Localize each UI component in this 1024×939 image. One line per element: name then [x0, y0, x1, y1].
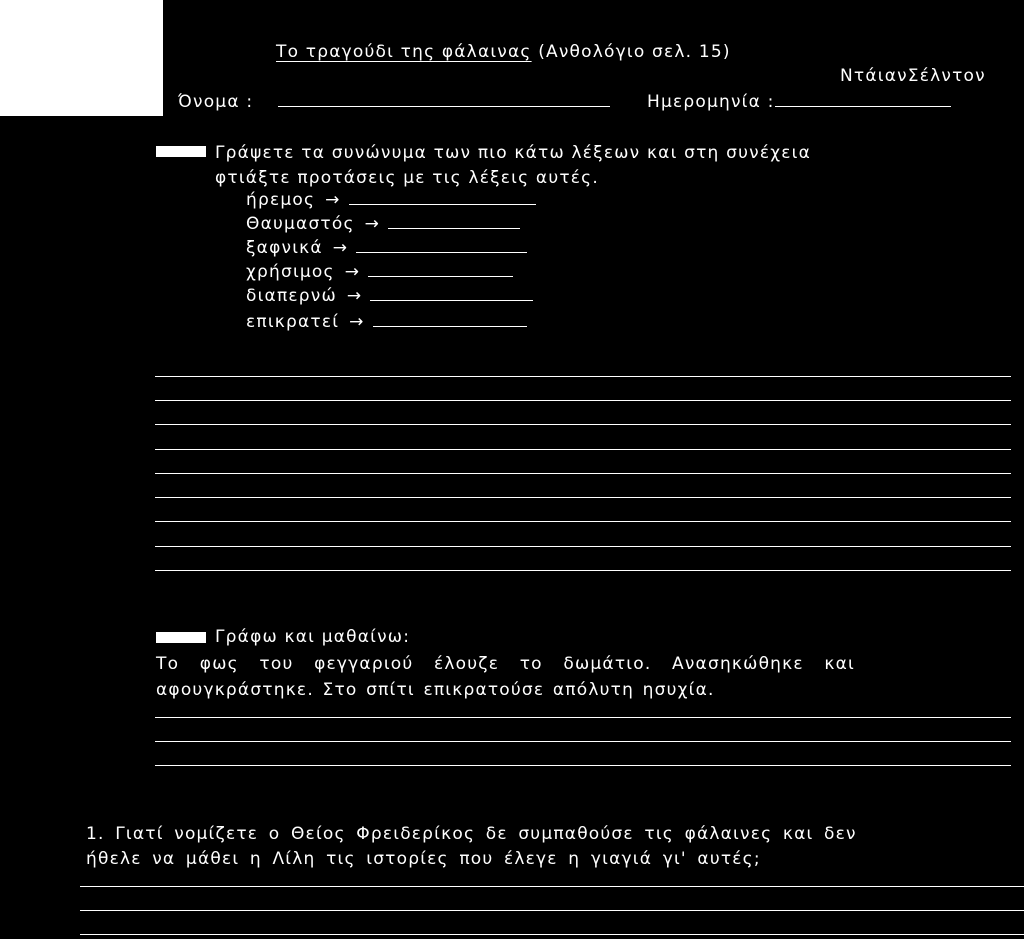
- white-corner-block: [0, 0, 163, 116]
- word-row-3: [246, 238, 527, 258]
- word-label: χρήσιμος: [246, 262, 335, 282]
- writing-line[interactable]: [155, 497, 1011, 498]
- writing-line[interactable]: [155, 570, 1011, 571]
- answer-line[interactable]: [356, 251, 527, 253]
- writing-line[interactable]: [155, 741, 1011, 742]
- name-field[interactable]: [178, 92, 610, 112]
- answer-line[interactable]: [370, 299, 533, 301]
- name-blank-line[interactable]: [278, 105, 610, 107]
- word-label: επικρατεί: [246, 312, 340, 332]
- answer-line[interactable]: [368, 275, 513, 277]
- word-label: ήρεμος: [246, 190, 316, 210]
- date-field[interactable]: [647, 92, 951, 112]
- task1-line1: Γράψετε τα συνώνυμα των πιο κάτω λέξεων και στη συνέχεια: [215, 143, 811, 163]
- writing-line[interactable]: [155, 424, 1011, 425]
- title-underlined: Το τραγούδι της φάλαινας: [276, 42, 532, 62]
- word-row-2: [246, 214, 520, 234]
- worksheet-title: [276, 42, 731, 62]
- word-row-6: [246, 312, 527, 332]
- name-label: Όνομα :: [178, 92, 254, 112]
- writing-line[interactable]: [155, 717, 1011, 718]
- arrow-icon: →: [349, 312, 365, 332]
- writing-line[interactable]: [155, 400, 1011, 401]
- writing-line[interactable]: [80, 934, 1024, 935]
- writing-line[interactable]: [80, 910, 1024, 911]
- writing-line[interactable]: [155, 376, 1011, 377]
- task1-instructions: [215, 141, 811, 191]
- date-label: Ημερομηνία :: [647, 92, 775, 112]
- word-label: Θαυμαστός: [246, 214, 355, 234]
- task1-marker: [156, 146, 206, 157]
- word-row-1: [246, 190, 536, 210]
- date-blank-line[interactable]: [775, 105, 951, 107]
- question-1-line2: ήθελε να μάθει η Λίλη τις ιστορίες που έλεγε η γιαγιά γι' αυτές;: [86, 849, 761, 869]
- writing-line[interactable]: [155, 521, 1011, 522]
- task2-heading: Γράφω και μαθαίνω:: [215, 627, 411, 647]
- word-label: διαπερνώ: [246, 286, 337, 306]
- arrow-icon: →: [325, 190, 341, 210]
- word-label: ξαφνικά: [246, 238, 323, 258]
- question-1-line1: 1. Γιατί νομίζετε ο Θείος Φρειδερίκος δε συμπαθούσε τις φάλαινες και δεν: [86, 824, 857, 844]
- task1-line2: φτιάξτε προτάσεις με τις λέξεις αυτές.: [215, 168, 599, 188]
- question-1: [86, 822, 857, 872]
- word-row-5: [246, 286, 533, 306]
- arrow-icon: →: [346, 286, 363, 306]
- answer-line[interactable]: [349, 203, 536, 205]
- task2-line1: Το φως του φεγγαριού έλουζε το δωμάτιο. Ανασηκώθηκε και: [156, 654, 855, 674]
- author-name: ΝτάιανΣέλντον: [840, 66, 986, 86]
- arrow-icon: →: [332, 238, 349, 258]
- writing-line[interactable]: [155, 449, 1011, 450]
- title-source: (Ανθολόγιο σελ. 15): [531, 42, 731, 62]
- task2-line2: αφουγκράστηκε. Στο σπίτι επικρατούσε απόλυτη ησυχία.: [156, 680, 715, 700]
- arrow-icon: →: [364, 214, 381, 234]
- writing-line[interactable]: [155, 473, 1011, 474]
- writing-line[interactable]: [155, 765, 1011, 766]
- task2-marker: [156, 632, 206, 643]
- arrow-icon: →: [344, 262, 361, 282]
- answer-line[interactable]: [388, 227, 520, 229]
- writing-line[interactable]: [155, 546, 1011, 547]
- writing-line[interactable]: [80, 886, 1024, 887]
- word-row-4: [246, 262, 513, 282]
- task2-passage: [156, 651, 1024, 703]
- answer-line[interactable]: [373, 325, 527, 327]
